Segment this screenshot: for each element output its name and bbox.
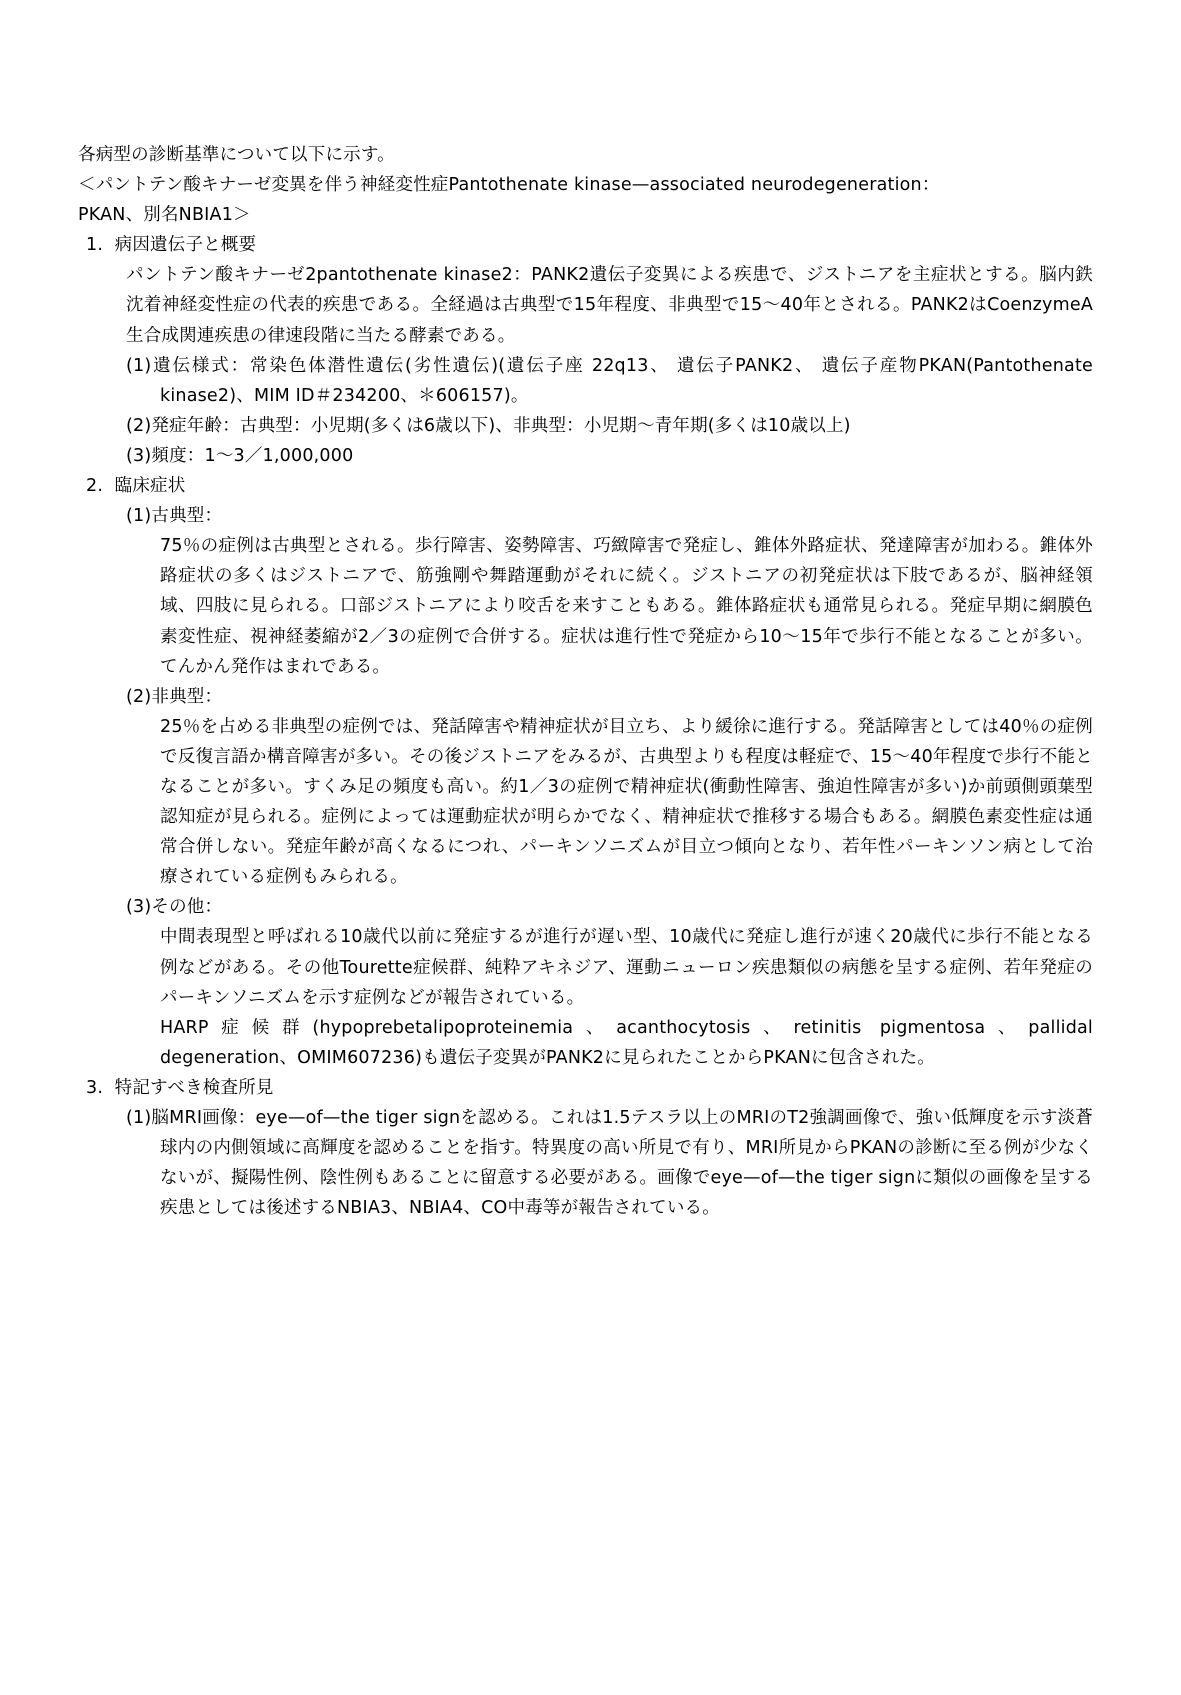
section-1-title: 病因遺伝子と概要 (114, 235, 257, 256)
section-1-body: パントテン酸キナーゼ2pantothenate kinase2：PANK2遺伝子変異による疾患で、ジストニアを主症状とする。脳内鉄沈着神経変性症の代表的疾患である。全経過は古典型で15年程度、非典型で15〜40年とされる。PANK2はCoenzymeA生合成関連疾患の律速段階に当たる酵素である。 (126, 265, 1093, 346)
section-1-item-3-label: (3) (126, 445, 152, 466)
intro-paragraph: 各病型の診断基準について以下に示す。 (78, 145, 395, 165)
section-2-item-2-body: 25％を占める非典型の症例では、発話障害や精神症状が目立ち、より緩徐に進行する。発話障害としては40％の症例で反復言語か構音障害が多い。その後ジストニアをみるが、古典型よりも程度は軽症で、15〜40年程度で歩行不能となることが多い。すくみ足の頻度も高い。約1／3の症例で精神症状(衝動性障害、強迫性障害が多い)か前頭側頭葉型認知症が見られる。症例によっては運動症状が明らかでなく、精神症状で推移する場合もある。網膜色素変性症は通常合併しない。発症年齢が高くなるにつれ、パーキンソニズムが目立つ傾向となり、若年性パーキンソン病として治療されている症例もみられる。 (160, 716, 1093, 888)
section-1-item-1-text: 遺伝様式：常染色体潜性遺伝(劣性遺伝)(遺伝子座 22q13、 遺伝子PANK2、 遺伝子産物PKAN(Pantothenate kinase2)、MIM ID＃234200、＊606157)。 (151, 355, 1093, 406)
section-1-number: 1. (86, 235, 104, 256)
document-body (78, 140, 1093, 1223)
section-2-item-3-body: 中間表現型と呼ばれる10歳代以前に発症するが進行が遅い型、10歳代に発症し進行が速く20歳代に歩行不能となる例などがある。その他Tourette症候群、純粋アキネジア、運動ニューロン疾患類似の病態を呈する症例、若年発症のパーキンソニズムを示す症例などが報告されている。 (160, 927, 1093, 1008)
section-3-title: 特記すべき検査所見 (114, 1077, 274, 1098)
section-1-item-2-text: 発症年齢：古典型：小児期(多くは6歳以下)、非典型：小児期〜青年期(多くは10歳以上) (151, 415, 851, 436)
section-2-item-2-label: (2) (126, 686, 152, 707)
section-1-item-2 (126, 411, 1093, 441)
section-1-item-3-text: 頻度：1〜3／1,000,000 (151, 445, 354, 466)
section-3-item-1-label: (1) (126, 1108, 152, 1128)
section-2-item-1-text: 古典型： (151, 506, 223, 527)
section-2-item-2 (126, 682, 1093, 712)
section-3-item-1 (126, 1103, 1093, 1223)
section-2-item-2-text: 非典型： (151, 686, 223, 707)
section-1-item-2-label: (2) (126, 415, 152, 436)
disease-title-line-1: ＜パントテン酸キナーゼ変異を伴う神経変性症Pantothenate kinase—associated neurodegeneration： (78, 175, 940, 196)
section-2-item-3-text: その他： (151, 897, 223, 918)
section-2-item-3-body2: HARP症候群(hypoprebetalipoproteinemia、acanthocytosis、retinitis pigmentosa、pallidal degeneration、OMIM607236)も遺伝子変異がPANK2に見られたことからPKANに包含された。 (160, 1017, 1093, 1068)
section-1-item-3 (126, 441, 1093, 471)
section-2-title: 臨床症状 (114, 476, 186, 497)
section-2-item-3-label: (3) (126, 897, 152, 918)
disease-title-line-2: PKAN、別名NBIA1＞ (78, 205, 251, 226)
section-2-item-3 (126, 892, 1093, 922)
section-3-heading (86, 1073, 1093, 1103)
section-2-item-1-body: 75％の症例は古典型とされる。歩行障害、姿勢障害、巧緻障害で発症し、錐体外路症状、発達障害が加わる。錐体外路症状の多くはジストニアで、筋強剛や舞踏運動がそれに続く。ジストニアの初発症状は下肢であるが、脳神経領域、四肢に見られる。口部ジストニアにより咬舌を来すこともある。錐体路症状も通常見られる。発症早期に網膜色素変性症、視神経萎縮が2／3の症例で合併する。症状は進行性で発症から10〜15年で歩行不能となることが多い。てんかん発作はまれである。 (160, 536, 1093, 677)
section-2-item-1 (126, 501, 1093, 531)
section-3-number: 3. (86, 1077, 104, 1098)
section-1-heading (86, 230, 1093, 260)
section-3-item-1-text: 脳MRI画像：eye—of—the tiger signを認める。これは1.5テスラ以上のMRIのT2強調画像で、強い低輝度を示す淡蒼球内の内側領域に高輝度を認めることを指す。特異度の高い所見で有り、MRI所見からPKANの診断に至る例が少なくないが、擬陽性例、陰性例もあることに留意する必要がある。画像でeye—of—the tiger signに類似の画像を呈する疾患としては後述するNBIA3、NBIA4、CO中毒等が報告されている。 (151, 1108, 1093, 1219)
section-1-item-1-label: (1) (126, 355, 152, 376)
section-2-heading (86, 471, 1093, 501)
section-1-item-1 (126, 351, 1093, 411)
section-2-number: 2. (86, 476, 104, 497)
section-2-item-1-label: (1) (126, 506, 152, 527)
